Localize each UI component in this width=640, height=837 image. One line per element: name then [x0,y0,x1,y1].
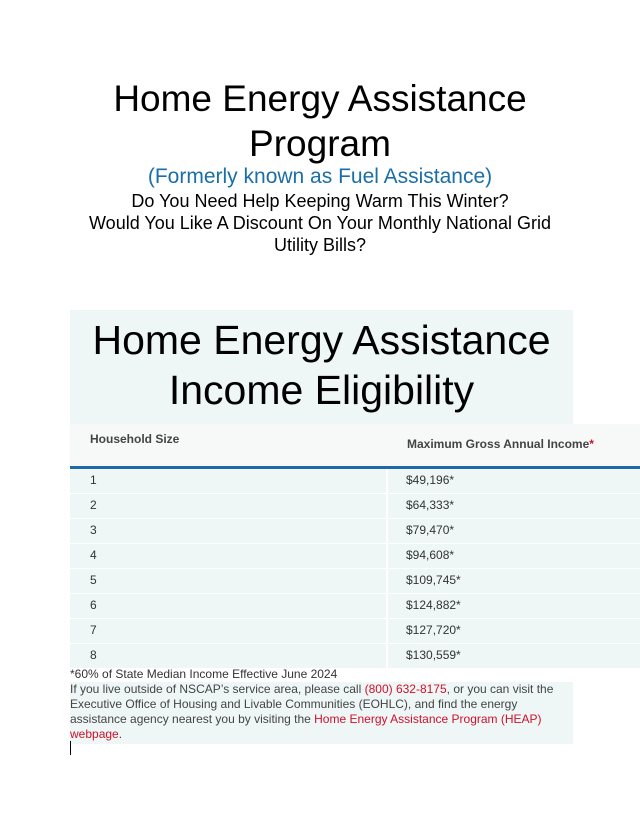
row-cell-bg [70,494,386,518]
household-size-cell: 2 [90,498,97,512]
income-cell: $49,196* [406,473,455,487]
table-row [70,644,640,669]
column-household-size: Household Size [90,432,180,446]
question-warm: Do You Need Help Keeping Warm This Winter? [131,191,509,211]
info-text-2: , or you can visit the Executive Office of Housing and Livable Communities (EOHLC), and find the energy assistance agency nearest you by visiting the [70,682,554,726]
intro-questions [0,190,640,256]
section-title-text: Home Energy Assistance Income Eligibility [92,317,551,413]
column-max-income-label: Maximum Gross Annual Income [407,437,590,451]
income-cell: $79,470* [406,523,455,537]
table-row [70,569,640,594]
household-size-cell: 6 [90,598,97,612]
row-cell-bg [70,469,386,493]
household-size-cell: 8 [90,648,97,662]
row-cell-bg [70,644,386,668]
household-size-cell: 5 [90,573,97,587]
footnote: *60% of State Median Income Effective June 2024 [70,667,338,681]
page-title [0,76,640,166]
column-max-income [407,437,594,451]
info-text-3: . [118,727,123,741]
eligibility-table [70,424,640,669]
table-row [70,519,640,544]
table-row [70,494,640,519]
income-cell: $94,608* [406,548,455,562]
income-cell: $64,333* [406,498,455,512]
income-cell: $109,745* [406,573,461,587]
row-cell-bg [70,594,386,618]
table-row [70,544,640,569]
subtitle-formerly: (Formerly known as Fuel Assistance) [147,165,493,188]
table-row [70,619,640,644]
heap-webpage-link[interactable]: Home Energy Assistance Program (HEAP) webpage [70,712,542,741]
row-cell-bg [70,569,386,593]
info-text-1: If you live outside of NSCAP’s service area, please call [70,682,365,696]
row-cell-bg [70,519,386,543]
column-max-income-star: * [589,437,594,451]
household-size-cell: 1 [90,473,97,487]
income-cell: $127,720* [406,623,461,637]
household-size-cell: 7 [90,623,97,637]
table-row [70,469,640,494]
row-cell-bg [70,619,386,643]
income-cell: $130,559* [406,648,461,662]
row-cell-bg [70,544,386,568]
phone-link[interactable]: (800) 632-8175 [364,682,447,696]
section-title [70,310,573,424]
table-header [70,424,640,469]
text-cursor [70,741,71,755]
table-row [70,594,640,619]
household-size-cell: 3 [90,523,97,537]
household-size-cell: 4 [90,548,97,562]
page-title-text: Home Energy Assistance Program [113,78,527,164]
question-discount: Would You Like A Discount On Your Monthly National Grid Utility Bills? [89,213,551,255]
info-paragraph [70,682,573,744]
income-cell: $124,882* [406,598,461,612]
